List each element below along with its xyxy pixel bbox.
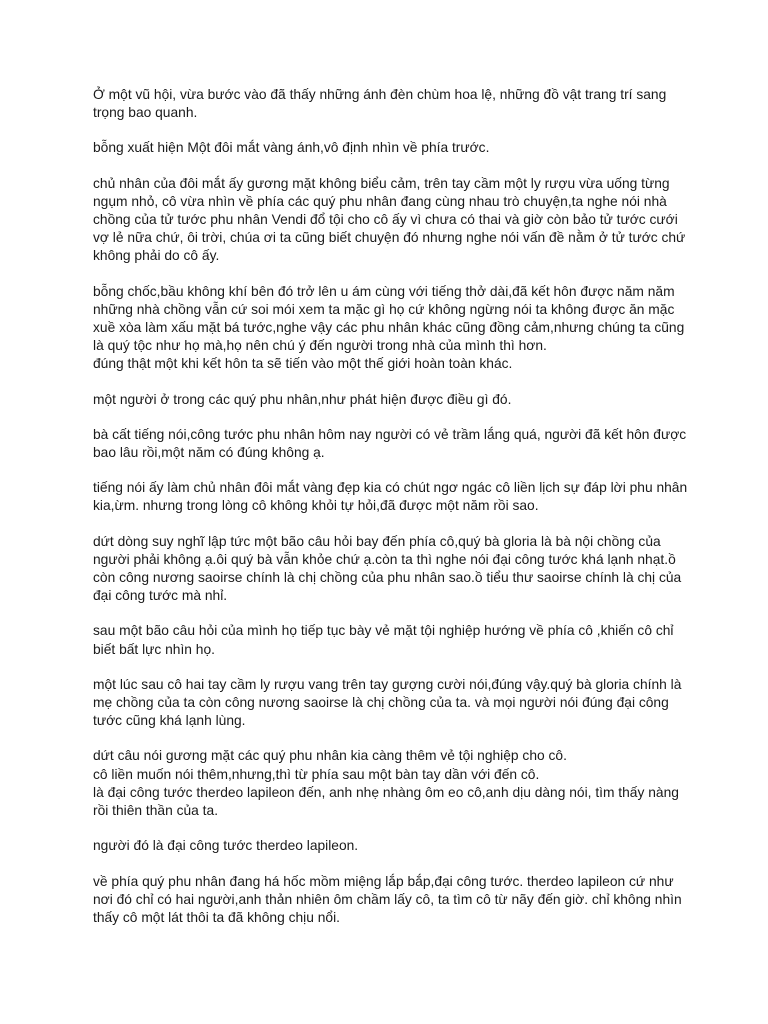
paragraph: đúng thật một khi kết hôn ta sẽ tiến vào một thế giới hoàn toàn khác.	[93, 356, 513, 372]
paragraph: người đó là đại công tước therdeo lapileon.	[93, 838, 359, 854]
paragraph: sau một bão câu hỏi của mình họ tiếp tục bày vẻ mặt tội nghiệp hướng về phía cô ,khiến cô chỉ biết bất lực nhìn họ.	[93, 623, 674, 657]
paragraph: bỗng chốc,bầu không khí bên đó trở lên u ám cùng với tiếng thở dài,đã kết hôn được năm năm những nhà chồng vẫn cứ soi mói xem ta mặc gì họ cứ không ngừng nói ta không được ăn mặc xuề xòa làm xấu mặt bá tước,nghe vậy các phu nhân khác cũng đồng cảm,nhưng chúng ta cũng là quý tộc như họ mà,họ nên chú ý đến người trong nhà của mình thì hơn.	[93, 283, 685, 354]
paragraph: tiếng nói ấy làm chủ nhân đôi mắt vàng đẹp kia có chút ngơ ngác cô liền lịch sự đáp lời phu nhân kia,ừm. nhưng trong lòng cô không khỏi tự hỏi,đã được một năm rồi sao.	[93, 480, 688, 514]
paragraph: dứt câu nói gương mặt các quý phu nhân kia càng thêm vẻ tội nghiệp cho cô. cô liền muốn nói thêm,nhưng,thì từ phía sau một bàn tay dần với đến cô. là đại công tước therdeo lapileon đến, anh nhẹ nhàng ôm eo cô,anh dịu dàng nói, tìm thấy nàng rồi thiên thần của ta.	[93, 748, 679, 819]
paragraph: bỗng xuất hiện Một đôi mắt vàng ánh,vô định nhìn về phía trước.	[93, 140, 490, 156]
paragraph: về phía quý phu nhân đang há hốc mồm miệng lắp bắp,đại công tước. therdeo lapileon cứ như nơi đó chỉ có hai người,anh thản nhiên ôm chầm lấy cô, ta tìm cô từ nãy đến giờ. chỉ không nhìn thấy cô một lát thôi ta đã không chịu nổi.	[93, 873, 682, 925]
document-body	[93, 86, 693, 944]
paragraph: dứt dòng suy nghĩ lập tức một bão câu hỏi bay đến phía cô,quý bà gloria là bà nội chồng của người phải không ạ.ôi quý bà vẫn khỏe chứ ạ.còn ta thì nghe nói đại công tước khá lạnh nhạt.ồ còn công nương saoirse chính là chị chồng của phu nhân sao.ồ tiểu thư saoirse chính là chị của đại công tước mà nhỉ.	[93, 533, 682, 604]
paragraph: một người ở trong các quý phu nhân,như phát hiện được điều gì đó.	[93, 391, 512, 407]
paragraph: bà cất tiếng nói,công tước phu nhân hôm nay người có vẻ trầm lắng quá, người đã kết hôn được bao lâu rồi,một năm có đúng không ạ.	[93, 426, 687, 461]
paragraph: Ở một vũ hội, vừa bước vào đã thấy những ánh đèn chùm hoa lệ, những đồ vật trang trí sang trọng bao quanh.	[93, 87, 667, 121]
paragraph: chủ nhân của đôi mắt ấy gương mặt không biểu cảm, trên tay cầm một ly rượu vừa uống từng ngụm nhỏ, cô vừa nhìn về phía các quý phu nhân đang cùng nhau trò chuyện,ta nghe nói nhà chồng của tử tước phu nhân Vendi đổ tội cho cô ấy vì chưa có thai và giờ còn bảo tử tước cưới vợ lẻ nữa chứ, ôi trời, chúa ơi ta cũng biết chuyện đó nhưng nghe nói vấn đề nằm ở tử tước chứ không phải do cô ấy.	[93, 175, 686, 264]
paragraph: một lúc sau cô hai tay cầm ly rượu vang trên tay gượng cười nói,đúng vậy.quý bà gloria chính là mẹ chồng của ta còn công nương saoirse là chị chồng của ta. và mọi người nói đúng đại công tước cũng khá lạnh lùng.	[93, 676, 682, 729]
